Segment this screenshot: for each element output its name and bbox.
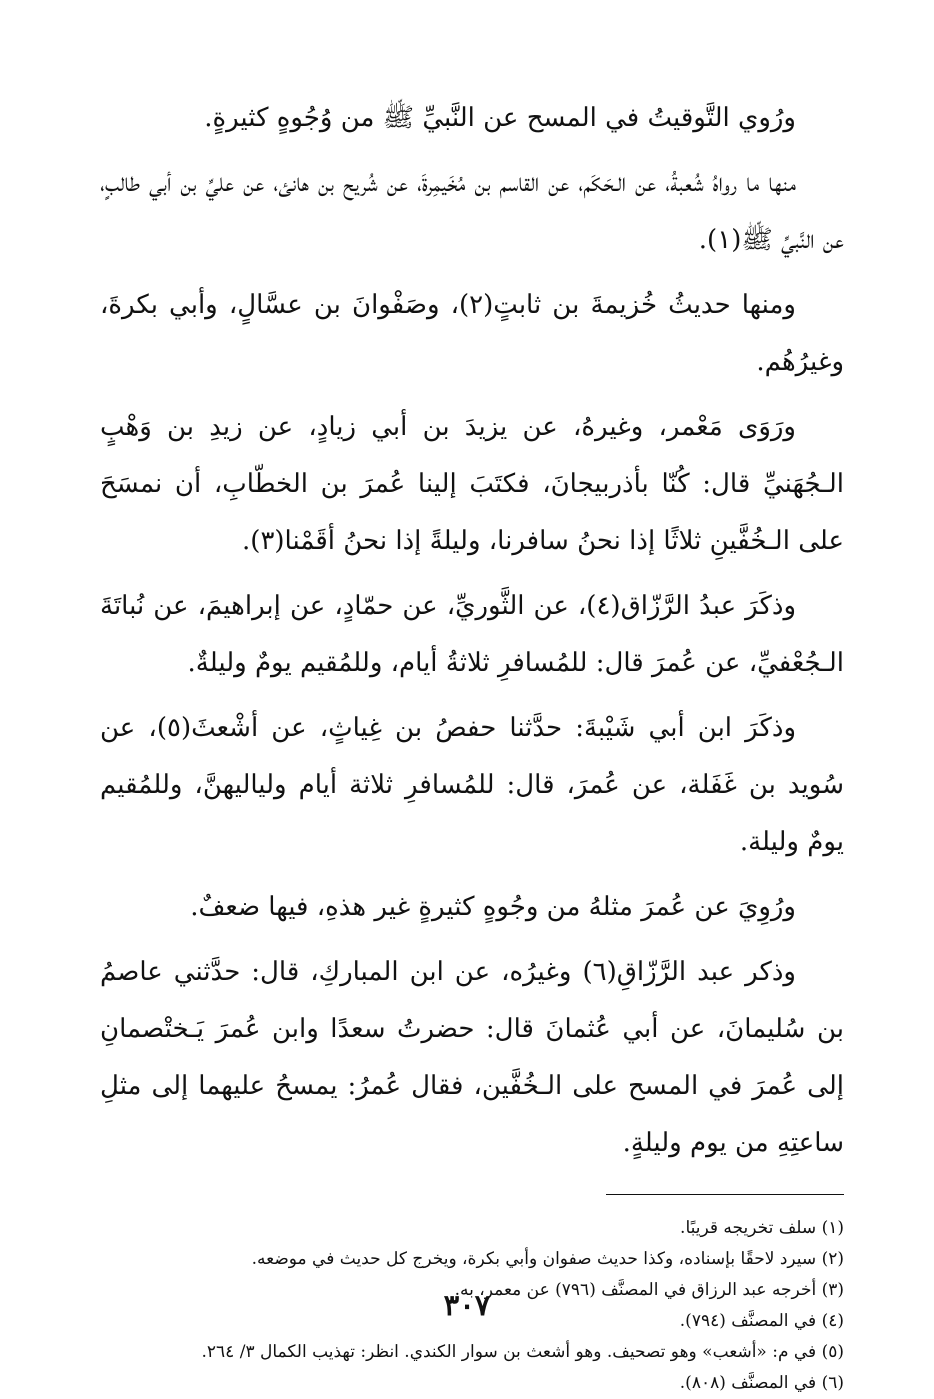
paragraph-6: وذكَرَ ابن أبي شَيْبةَ: حدَّثنا حفصُ بن غِياثٍ، عن أشْعثَ(٥)، عن سُويد بن غَفَلة، عن عُمرَ، قال: للمُسافرِ ثلاثة أيام ولياليهنَّ، وللمُقيم يومٌ وليلة. <box>100 713 844 857</box>
footnote-3: (٣) أخرجه عبد الرزاق في المصنَّف (٧٩٦) عن معمر، به. <box>454 1280 844 1300</box>
paragraph-2: منها ما رواهُ شُعبةُ، عن الـحَكَم، عن القاسم بن مُخَيمِرةَ، عن شُريح بن هانئ، عن عليِّ بن أبي طالبٍ، عن النَّبيِّ ﷺ(١). <box>100 168 844 255</box>
footnote-2: (٢) سيرد لاحقًا بإسناده، وكذا حديث صفوان وأبي بكرة، ويخرج كل حديث في موضعه. <box>251 1249 844 1269</box>
paragraph-5: وذكَرَ عبدُ الرَّزّاق(٤)، عن الثَّوريِّ، عن حمّادٍ، عن إبراهيمَ، عن نُباتَةَ الـجُعْفيِّ، عن عُمرَ قال: للمُسافرِ ثلاثةُ أيام، وللمُقيم يومٌ وليلةٌ. <box>100 591 844 678</box>
footnote-6: (٦) في المصنَّف (٨٠٨). <box>679 1373 844 1393</box>
footnote-5: (٥) في م: «أشعب» وهو تصحيف. وهو أشعث بن سوار الكندي. انظر: تهذيب الكمال ٣/ ٢٦٤. <box>201 1342 844 1362</box>
footnote-1: (١) سلف تخريجه قريبًا. <box>680 1218 844 1238</box>
paragraph-7: ورُوِيَ عن عُمرَ مثلهُ من وجُوهٍ كثيرةٍ غير هذهِ، فيها ضعفٌ. <box>190 892 796 922</box>
paragraph-3: ومنها حديثُ خُزيمةَ بن ثابتٍ(٢)، وصَفْوانَ بن عسَّالٍ، وأبي بكرةَ، وغيرُهُم. <box>100 290 844 377</box>
page-number: ٣٠٧ <box>443 1288 491 1322</box>
paragraph-1: ورُوي التَّوقيتُ في المسح عن النَّبيِّ ﷺ من وُجُوهٍ كثيرةٍ. <box>204 103 796 133</box>
footnote-separator <box>606 1194 844 1195</box>
page-body <box>100 90 844 1399</box>
paragraph-4: ورَوَى مَعْمر، وغيرهُ، عن يزيدَ بن أبي زيادٍ، عن زيدِ بن وَهْبٍ الـجُهَنيِّ قال: كُنّا بأذربيجانَ، فكتَبَ إلينا عُمرَ بن الخطّابِ، أن نمسَحَ على الـخُفَّينِ ثلاثًا إذا نحنُ سافرنا، وليلةً إذا نحنُ أقَمْنا(٣). <box>100 412 844 556</box>
paragraph-8: وذكر عبد الرَّزّاقِ(٦) وغيرُه، عن ابن المباركِ، قال: حدَّثني عاصمُ بن سُليمانَ، عن أبي عُثمانَ قال: حضرتُ سعدًا وابن عُمرَ يَـختْصمانِ إلى عُمرَ في المسح على الـخُفَّين، فقال عُمرُ: يمسحُ عليهما إلى مثلِ ساعتِهِ من يوم وليلةٍ. <box>100 957 844 1158</box>
footnote-4: (٤) في المصنَّف (٧٩٤). <box>679 1311 844 1331</box>
